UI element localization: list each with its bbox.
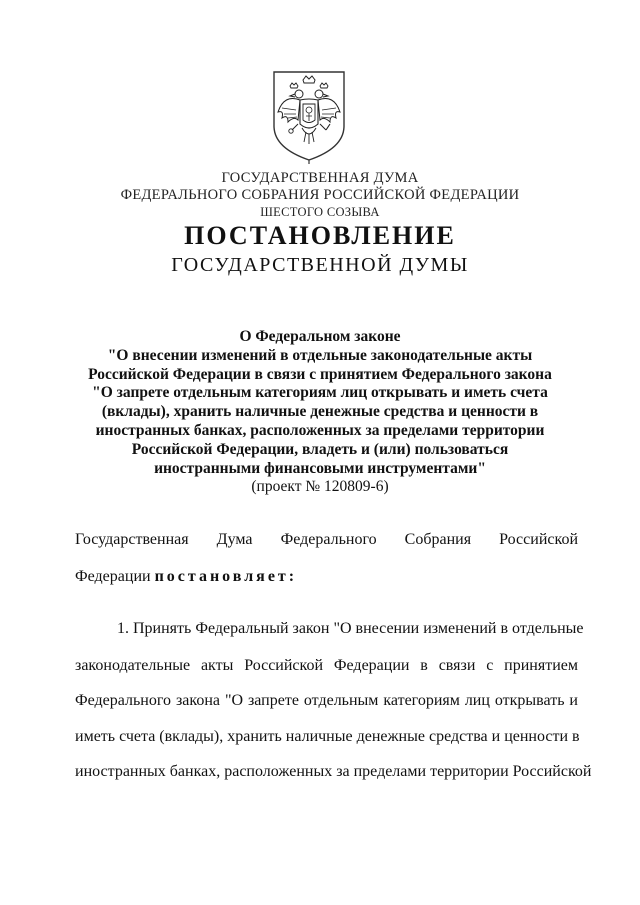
- resolution-subject: [60, 328, 580, 497]
- resolves-verb: постановляет:: [154, 568, 298, 585]
- subject-line: О Федеральном законе: [239, 328, 401, 345]
- item-1-text: Федерального закона "О запрете отдельным категориям лиц открывать и: [75, 692, 578, 709]
- intro-prefix: Федерации: [75, 568, 151, 585]
- convocation-line: ШЕСТОГО СОЗЫВА: [260, 205, 380, 219]
- document-type-title: ПОСТАНОВЛЕНИЕ: [184, 221, 456, 250]
- org-line-1: ГОСУДАРСТВЕННАЯ ДУМА: [221, 170, 419, 186]
- item-1-text: иметь счета (вклады), хранить наличные денежные средства и ценности в: [75, 728, 580, 745]
- intro-paragraph-line-2: [75, 568, 578, 586]
- item-1-text: законодательные акты Российской Федерации в связи с принятием: [75, 657, 578, 674]
- intro-paragraph-line-1: [75, 531, 578, 553]
- subject-line: "О запрете отдельным категориям лиц открывать и иметь счета: [92, 384, 548, 402]
- item-1-line: [117, 620, 584, 642]
- item-1-line: [75, 728, 578, 750]
- subject-line: (вклады), хранить наличные денежные средства и ценности в: [101, 403, 539, 421]
- subject-line: Российской Федерации, владеть и (или) пользоваться: [131, 440, 509, 458]
- subject-line: Российской Федерации в связи с принятием Федерального закона: [88, 365, 552, 383]
- document-issuer-subtitle: ГОСУДАРСТВЕННОЙ ДУМЫ: [171, 254, 469, 276]
- org-line-2: ФЕДЕРАЛЬНОГО СОБРАНИЯ РОССИЙСКОЙ ФЕДЕРАЦИИ: [120, 187, 520, 203]
- intro-text: Государственная Дума Федерального Собрания Российской: [75, 531, 578, 548]
- item-1-line: [75, 763, 592, 785]
- item-1-line: [75, 657, 578, 679]
- subject-line: иностранных банках, расположенных за пределами территории: [95, 421, 545, 439]
- subject-line: иностранными финансовыми инструментами": [154, 459, 486, 477]
- item-1-text: иностранных банках, расположенных за пределами территории Российской: [75, 763, 592, 780]
- item-1-text: 1. Принять Федеральный закон "О внесении изменений в отдельные: [117, 620, 584, 637]
- item-1-line: [75, 692, 578, 714]
- subject-line: "О внесении изменений в отдельные законодательные акты: [107, 346, 533, 364]
- russian-coat-of-arms-icon: [270, 68, 348, 164]
- project-number: (проект № 120809-6): [251, 478, 389, 496]
